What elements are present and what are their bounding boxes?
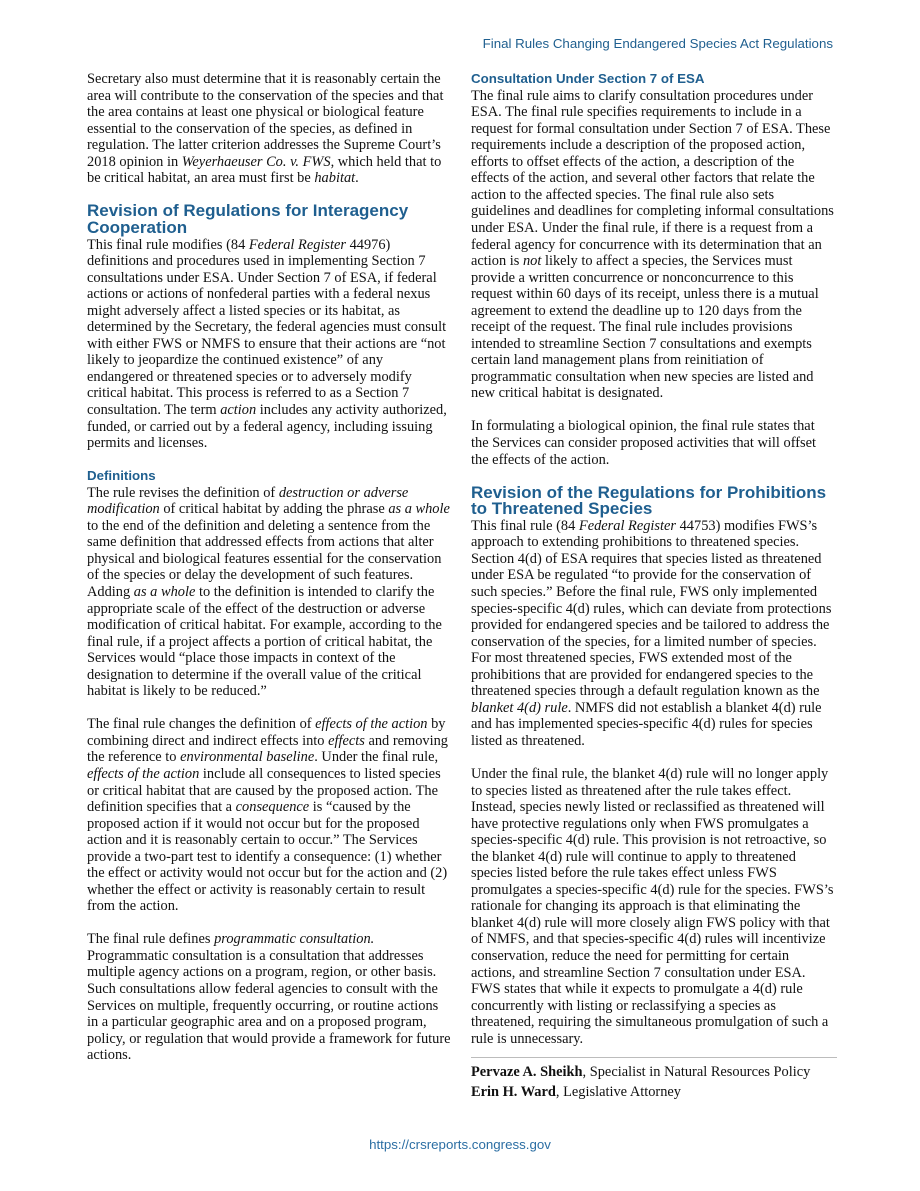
text-run: and removing the reference to [87, 732, 449, 766]
text-run: . Under the final rule, [314, 749, 439, 766]
author-1-title: , Specialist in Natural Resources Policy [582, 1064, 811, 1081]
author-2 [471, 1083, 835, 1101]
right-column [471, 71, 835, 1103]
author-1-name: Pervaze A. Sheikh [471, 1064, 583, 1081]
italic-text-run: effects of the action [315, 716, 428, 733]
right-paragraph-4 [471, 766, 835, 1047]
text-run: by combining direct and indirect effects into [87, 716, 446, 749]
italic-text-run: effects of the action [87, 765, 200, 782]
heading-definitions: Definitions [87, 468, 156, 484]
text-run: The final rule defines [87, 931, 215, 948]
heading-consultation-section-7: Consultation Under Section 7 of ESA [471, 71, 705, 86]
italic-text-run: habitat [314, 170, 356, 187]
right-paragraph-2 [471, 418, 835, 468]
text-run: include all consequences to listed species or critical habitat that are caused by the proposed action. The definition specifies that a [87, 765, 441, 816]
text-run: . NMFS did not establish a blanket 4(d) rule and has implemented species-specific 4(d) rules for species listed as threatened. [471, 699, 822, 749]
italic-text-run: action [220, 401, 257, 418]
text-run: The rule revises the definition of [87, 484, 279, 501]
heading-interagency-cooperation: Revision of Regulations for Interagency Cooperation [87, 201, 409, 237]
text-run: is “caused by the proposed action if it would not occur but for the proposed action and it is reasonably certain to occur.” The Services provide a two-part test to identify a consequence: (1) whether the effect or activity would not occur but for the action and (2) whether the effect or activity is reasonably certain to result from the action. [87, 799, 448, 915]
italic-text-run: consequence [235, 799, 310, 816]
italic-text-run: not [522, 253, 542, 270]
author-1 [471, 1063, 835, 1081]
italic-text-run: as a whole [388, 501, 450, 518]
author-2-name: Erin H. Ward [471, 1084, 556, 1101]
text-run: The final rule changes the definition of [87, 716, 316, 733]
left-column [87, 71, 451, 1080]
left-paragraph-2 [87, 237, 451, 452]
text-run: to the end of the definition and deleting a sentence from the same definition that addressed effects from actions that alter physical and biological features essential for the conservation of the species or delay the development of such features. Adding [87, 517, 442, 600]
left-paragraph-3 [87, 485, 451, 700]
left-paragraph-5 [87, 931, 451, 1063]
heading-prohibitions-threatened-species: Revision of the Regulations for Prohibitions to Threatened Species [471, 482, 827, 519]
right-paragraph-3 [471, 518, 835, 750]
text-run: , which held that to be critical habitat, an area must first be [87, 153, 442, 187]
italic-text-run: Federal Register [578, 517, 677, 534]
text-run: Under the final rule, the blanket 4(d) rule will no longer apply to species listed as threatened after the rule takes effect. Instead, species newly listed or reclassified as threatened will have protective regulations only when FWS promulgates a species-specific 4(d) rule. This provision is not retroactive, so the blanket 4(d) rule will continue to apply to threatened species listed before the rule takes effect unless FWS promulgates a species-specific 4(d) rule for the species. FWS’s rationale for changing its approach is that eliminating the blanket 4(d) rule will more closely align FWS policy with that of NMFS, and that species-specific 4(d) rules will incentivize conservation, reduce the need for permitting for certain actions, and streamline Section 7 consultation under ESA. FWS states that while it expects to promulgate a 4(d) rule concurrently with listing or reclassifying a species as threatened, requiring the simultaneous promulgation of such a rule is unnecessary. [471, 765, 834, 1047]
text-run: of critical habitat by adding the phrase [159, 501, 389, 518]
text-run: 44976) definitions and procedures used in implementing Section 7 consultations under ESA. Under Section 7 of ESA, if federal actions or actions of nonfederal parties with a federal nexus might adversely affect a listed species or its habitat, as determined by the Secretary, the federal agencies must consult with either FWS or NMFS to ensure that their actions are “not likely to jeopardize the continued existence” of any endangered or threatened species or to adversely modify critical habitat. This process is referred to as a Section 7 consultation. The term [87, 236, 447, 418]
italic-text-run: Weyerhaeuser Co. v. FWS [181, 153, 331, 170]
author-divider [471, 1057, 837, 1058]
footer-url-link[interactable]: https://crsreports.congress.gov [369, 1137, 551, 1152]
text-run: to the definition is intended to clarify the appropriate scale of the effect of the destruction or adverse modification of critical habitat. For example, according to the final rule, if a project affects a portion of critical habitat, the Services would “place those impacts in context of the designation to determine if the overall value of the critical habitat is likely to be reduced.” [87, 584, 442, 700]
right-paragraph-1 [471, 88, 835, 402]
text-run: This final rule modifies (84 [87, 236, 249, 253]
text-run: likely to affect a species, the Services must provide a written concurrence or nonconcurrence to this request within 60 days of its receipt, unless there is a mutual agreement to extend the deadline up to 120 days from the receipt of the request. The final rule includes provisions intended to streamline Section 7 consultations and exempts certain land management plans from reinitiation of programmatic consultation when new species are listed and new critical habitat is designated. [471, 253, 819, 402]
left-paragraph-4 [87, 716, 451, 915]
text-run: This final rule (84 [471, 517, 579, 534]
italic-text-run: effects [328, 732, 365, 749]
text-run: Secretary also must determine that it is reasonably certain the area will contribute to the conservation of the species and that the area contains at least one physical or biological feature essential to the conservation of the species, as defined in regulation. The latter criterion addresses the Supreme Court’s 2018 opinion in [87, 71, 444, 170]
text-run: The final rule aims to clarify consultation procedures under ESA. The final rule specifies requirements to include in a request for formal consultation under Section 7 of ESA. These requirements include a description of the proposed action, efforts to offset effects of the action, a description of the effects of the action, and several other factors that relate the action to the affected species. The final rule also sets guidelines and deadlines for completing informal consultations under ESA. Under the final rule, if there is a request from a federal agency for concurrence with its determination that an action is [471, 87, 834, 270]
italic-text-run: destruction or adverse modification [87, 484, 409, 518]
text-run: Programmatic consultation is a consultation that addresses multiple agency actions on a program, region, or other basis. Such consultations allow federal agencies to consult with the Services on multiple, frequently occurring, or routine actions in a particular geographic area and on a proposed program, policy, or regulation that would provide a framework for future actions. [87, 947, 451, 1064]
left-paragraph-1 [87, 71, 451, 187]
italic-text-run: programmatic consultation. [214, 931, 375, 948]
italic-text-run: as a whole [133, 584, 196, 600]
italic-text-run: blanket 4(d) rule [471, 699, 568, 716]
italic-text-run: environmental baseline [180, 749, 315, 766]
text-run: In formulating a biological opinion, the final rule states that the Services can consider proposed activities that will offset the effects of the action. [471, 418, 817, 468]
author-block [471, 1063, 835, 1101]
author-2-title: , Legislative Attorney [555, 1084, 681, 1101]
text-run: includes any activity authorized, funded, or carried out by a federal agency, including issuing permits and licenses. [87, 401, 447, 452]
running-head: Final Rules Changing Endangered Species Act Regulations [482, 36, 833, 51]
text-run: . [355, 170, 359, 187]
italic-text-run: Federal Register [248, 236, 346, 253]
text-run: 44753) modifies FWS’s approach to extending prohibitions to threatened species. Section 4(d) of ESA requires that species listed as threatened under ESA be regulated “to provide for the conservation of such species.” Before the final rule, FWS only implemented species-specific 4(d) rules, which can deviate from protections provided for endangered species and be tailored to address the conservation of the species, for a limited number of species. For most threatened species, FWS extended most of the prohibitions that are provided for endangered species to the threatened species through a default regulation known as the [471, 517, 832, 700]
